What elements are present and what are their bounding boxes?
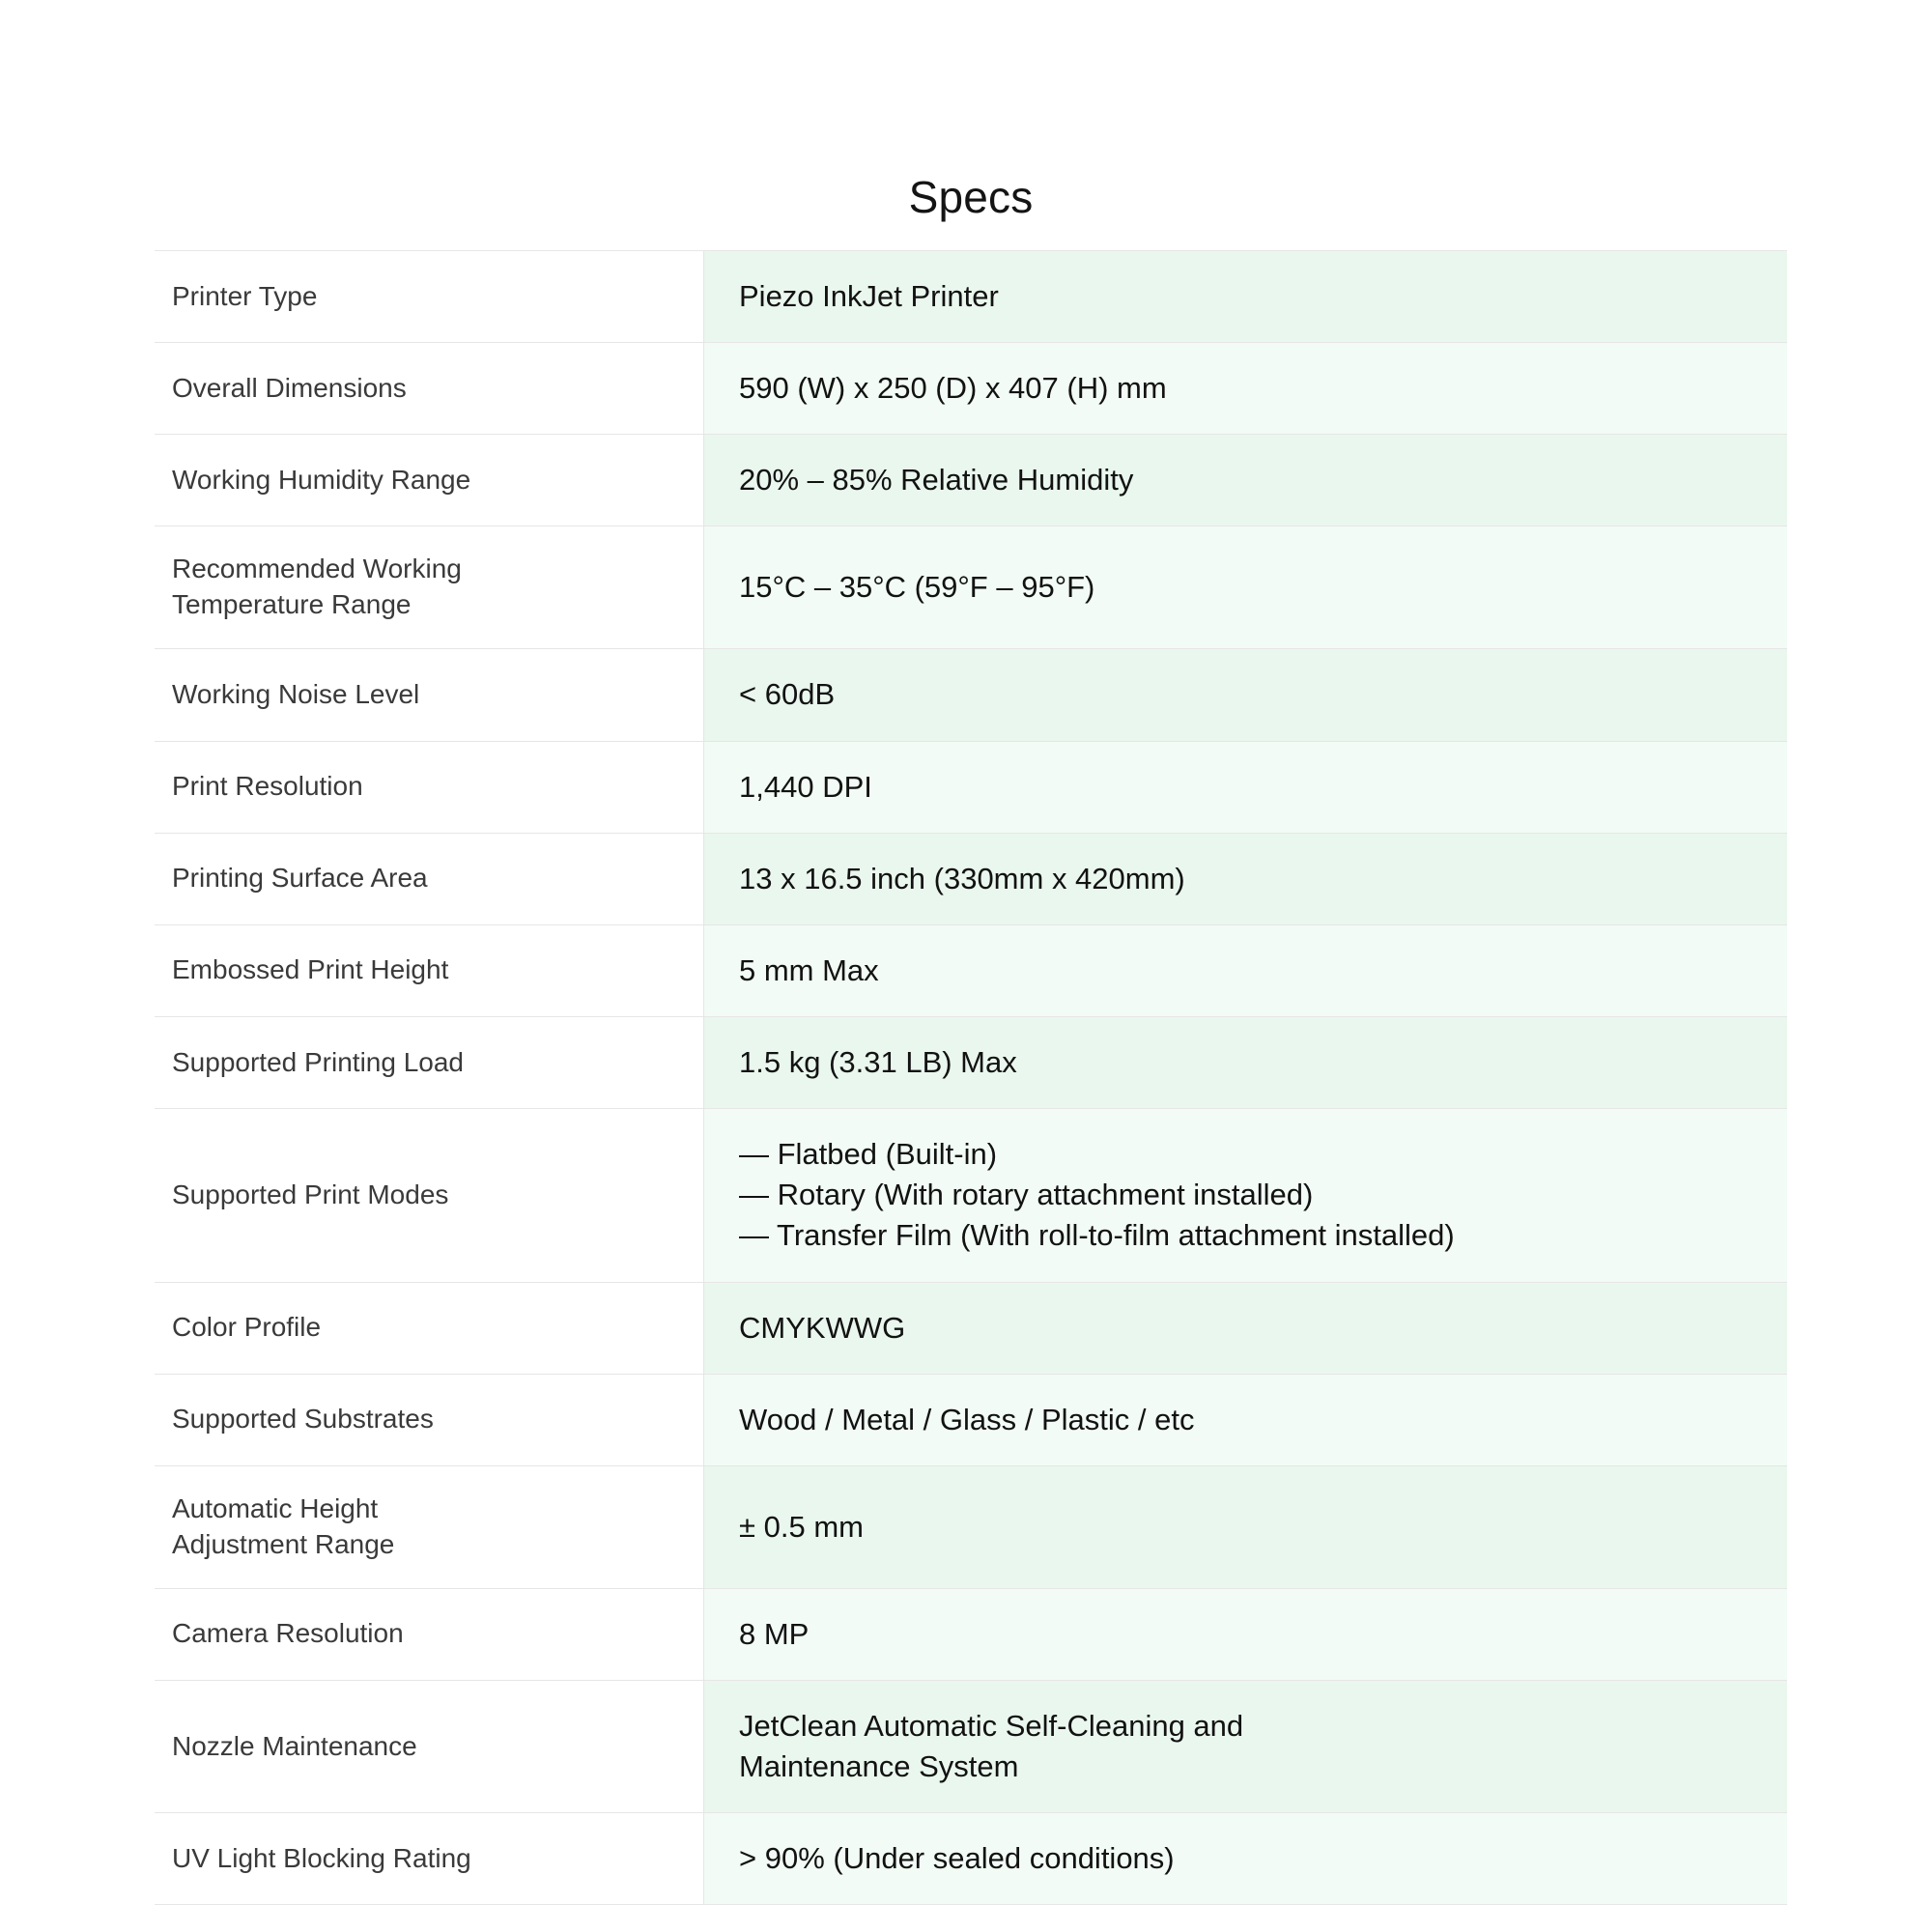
- spec-label-line: Embossed Print Height: [172, 954, 449, 985]
- spec-value-line: CMYKWWG: [739, 1310, 906, 1345]
- spec-value-line: ± 0.5 mm: [739, 1509, 864, 1544]
- spec-label-cell: [155, 1465, 704, 1588]
- spec-value-line: 1,440 DPI: [739, 769, 872, 804]
- spec-value-line: JetClean Automatic Self-Cleaning and: [739, 1709, 1244, 1743]
- spec-label-line: Adjustment Range: [172, 1528, 395, 1559]
- table-row: [155, 1588, 1787, 1680]
- spec-label-line: Print Resolution: [172, 771, 363, 802]
- spec-value-cell: [704, 833, 1788, 924]
- spec-label-line: Temperature Range: [172, 589, 412, 620]
- spec-value-cell: [704, 251, 1788, 343]
- table-row: [155, 1282, 1787, 1374]
- spec-value-line: — Flatbed (Built-in): [739, 1137, 998, 1172]
- spec-label-cell: [155, 1109, 704, 1282]
- spec-label-cell: [155, 741, 704, 833]
- table-row: [155, 1374, 1787, 1465]
- spec-label-cell: [155, 526, 704, 649]
- spec-value-line: 5 mm Max: [739, 952, 879, 987]
- spec-label-cell: [155, 435, 704, 526]
- spec-label-line: Color Profile: [172, 1312, 322, 1343]
- specs-table-container: [155, 150, 1787, 1905]
- spec-label-line: Nozzle Maintenance: [172, 1730, 417, 1761]
- spec-label-cell: [155, 1374, 704, 1465]
- spec-label-cell: [155, 833, 704, 924]
- spec-label-line: Working Humidity Range: [172, 464, 471, 495]
- spec-label-line: Supported Printing Load: [172, 1046, 464, 1077]
- spec-label-cell: [155, 1588, 704, 1680]
- table-row: [155, 1813, 1787, 1905]
- spec-value-line: 590 (W) x 250 (D) x 407 (H) mm: [739, 371, 1167, 406]
- spec-label-cell: [155, 1681, 704, 1813]
- table-row: [155, 343, 1787, 435]
- table-row: [155, 1465, 1787, 1588]
- page-title: Specs: [155, 150, 1787, 251]
- spec-value-line: Maintenance System: [739, 1749, 1019, 1784]
- spec-value-cell: [704, 343, 1788, 435]
- spec-value-line: 15°C – 35°C (59°F – 95°F): [739, 570, 1095, 605]
- spec-value-line: 20% – 85% Relative Humidity: [739, 463, 1134, 497]
- spec-label-cell: [155, 1017, 704, 1109]
- spec-value-cell: [704, 435, 1788, 526]
- spec-label-cell: [155, 251, 704, 343]
- table-row: [155, 435, 1787, 526]
- spec-value-line: — Transfer Film (With roll-to-film attachment installed): [739, 1218, 1455, 1253]
- spec-label-line: Printing Surface Area: [172, 863, 428, 894]
- spec-label-line: Camera Resolution: [172, 1618, 404, 1649]
- spec-label-line: Working Noise Level: [172, 678, 420, 709]
- spec-label-line: Overall Dimensions: [172, 372, 407, 403]
- spec-value-line: > 90% (Under sealed conditions): [739, 1841, 1175, 1876]
- specs-table: [155, 251, 1787, 1905]
- spec-value-cell: [704, 526, 1788, 649]
- spec-value-cell: [704, 1588, 1788, 1680]
- spec-label-line: Automatic Height: [172, 1492, 379, 1523]
- table-row: [155, 1681, 1787, 1813]
- spec-label-cell: [155, 924, 704, 1016]
- spec-value-line: Wood / Metal / Glass / Plastic / etc: [739, 1402, 1195, 1436]
- spec-label-cell: [155, 343, 704, 435]
- spec-value-line: 13 x 16.5 inch (330mm x 420mm): [739, 861, 1185, 895]
- specs-table-body: [155, 251, 1787, 1905]
- spec-value-line: 8 MP: [739, 1616, 810, 1651]
- spec-value-cell: [704, 1374, 1788, 1465]
- spec-label-line: Printer Type: [172, 280, 318, 311]
- spec-label-cell: [155, 1813, 704, 1905]
- table-row: [155, 741, 1787, 833]
- table-row: [155, 526, 1787, 649]
- table-row: [155, 833, 1787, 924]
- spec-value-cell: [704, 1681, 1788, 1813]
- spec-value-line: 1.5 kg (3.31 LB) Max: [739, 1045, 1017, 1079]
- spec-value-cell: [704, 741, 1788, 833]
- spec-label-cell: [155, 649, 704, 741]
- spec-label-line: UV Light Blocking Rating: [172, 1842, 471, 1873]
- spec-label-line: Recommended Working: [172, 554, 462, 584]
- spec-label-line: Supported Print Modes: [172, 1179, 449, 1209]
- spec-value-line: < 60dB: [739, 677, 836, 712]
- spec-value-cell: [704, 1465, 1788, 1588]
- spec-value-line: — Rotary (With rotary attachment installed): [739, 1178, 1314, 1212]
- spec-value-cell: [704, 1813, 1788, 1905]
- spec-value-line: Piezo InkJet Printer: [739, 279, 999, 313]
- table-row: [155, 251, 1787, 343]
- spec-value-cell: [704, 1282, 1788, 1374]
- spec-label-line: Supported Substrates: [172, 1404, 434, 1435]
- table-row: [155, 1109, 1787, 1282]
- spec-value-cell: [704, 1017, 1788, 1109]
- table-row: [155, 924, 1787, 1016]
- table-row: [155, 1017, 1787, 1109]
- spec-value-cell: [704, 649, 1788, 741]
- table-row: [155, 649, 1787, 741]
- spec-label-cell: [155, 1282, 704, 1374]
- spec-value-cell: [704, 924, 1788, 1016]
- spec-value-cell: [704, 1109, 1788, 1282]
